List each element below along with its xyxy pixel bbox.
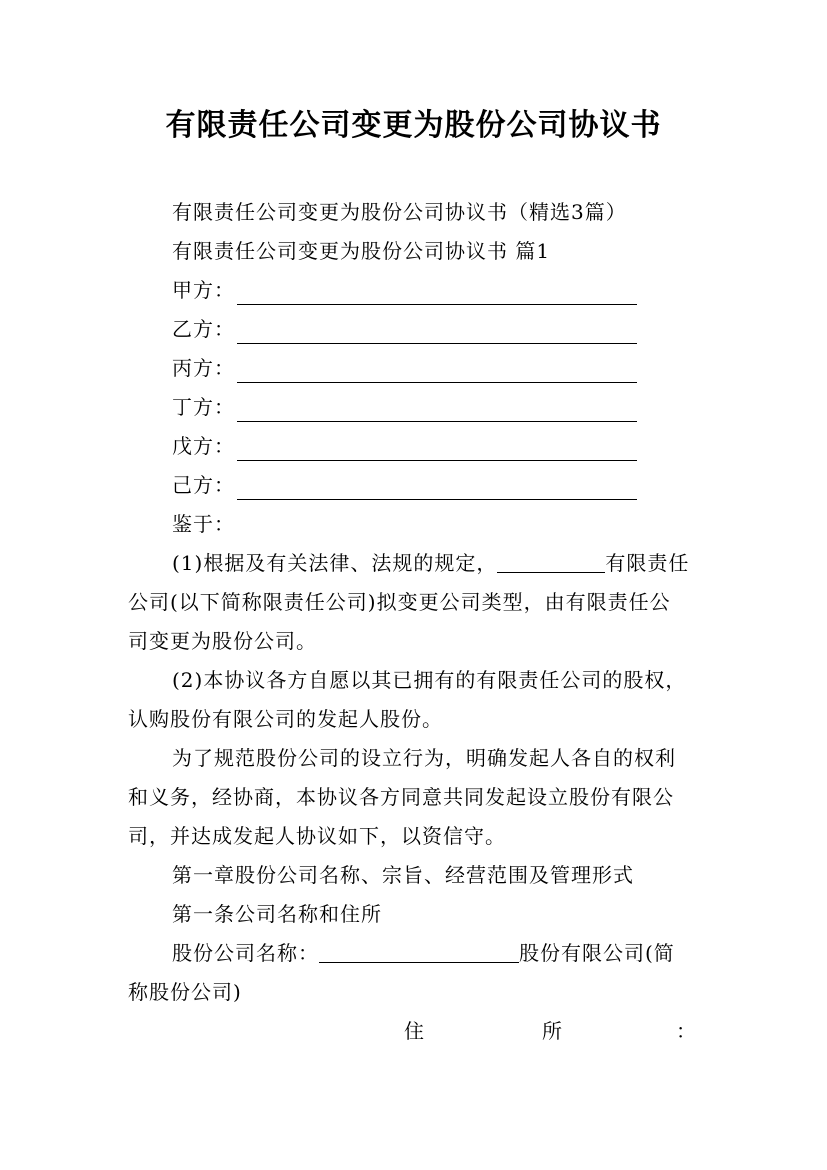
party-blank: [237, 473, 637, 500]
company-name-line-2: 称股份公司): [128, 980, 242, 1004]
chapter-1-heading: 第一章股份公司名称、宗旨、经营范围及管理形式: [172, 863, 634, 887]
paragraph-line-1: 为了规范股份公司的设立行为，明确发起人各自的权利: [172, 746, 676, 770]
party-blank: [237, 278, 637, 305]
party-row-ding: [128, 388, 704, 427]
document-title: 有限责任公司变更为股份公司协议书: [165, 108, 662, 143]
party-label: 乙方：: [172, 317, 235, 341]
clause-1-line-2: 公司(以下简称限责任公司)拟变更公司类型，由有限责任公: [128, 590, 671, 614]
party-label: 甲方：: [172, 278, 235, 302]
company-name-suffix: 股份有限公司(简: [519, 941, 675, 965]
company-blank: [497, 548, 605, 573]
company-name-blank: [319, 938, 519, 963]
clause-1-line-1: [128, 544, 704, 583]
address-char-1: 住: [404, 1019, 425, 1043]
whereas-label: 鉴于：: [172, 512, 235, 536]
paragraph-line-2: 和义务，经协商，本协议各方同意共同发起设立股份有限公: [128, 785, 674, 809]
party-blank: [237, 395, 637, 422]
party-row-jia: [128, 271, 704, 310]
clause-2-line-1: (2)本协议各方自愿以其已拥有的有限责任公司的股权，: [172, 668, 687, 692]
address-char-2: 所: [542, 1019, 563, 1043]
company-name-label: 股份公司名称：: [172, 941, 319, 965]
party-row-wu: [128, 427, 704, 466]
party-blank: [237, 317, 637, 344]
party-row-bing: [128, 349, 704, 388]
party-label: 丁方：: [172, 395, 235, 419]
article-heading: 有限责任公司变更为股份公司协议书 篇1: [172, 239, 551, 263]
article-1-heading: 第一条公司名称和住所: [172, 902, 382, 926]
address-colon: ：: [676, 1019, 697, 1043]
clause-2-line-2: 认购股份有限公司的发起人股份。: [128, 707, 443, 731]
party-blank: [237, 356, 637, 383]
party-label: 己方：: [172, 473, 235, 497]
subtitle: 有限责任公司变更为股份公司协议书（精选3篇）: [172, 200, 627, 224]
address-line: [128, 1012, 704, 1051]
party-label: 丙方：: [172, 356, 235, 380]
party-label: 戊方：: [172, 434, 235, 458]
company-name-line: [128, 934, 704, 973]
party-row-ji: [128, 466, 704, 505]
party-row-yi: [128, 310, 704, 349]
party-blank: [237, 434, 637, 461]
paragraph-line-3: 司，并达成发起人协议如下，以资信守。: [128, 824, 506, 848]
clause-1-text-b: 有限责任: [605, 551, 690, 575]
clause-1-line-3: 司变更为股份公司。: [128, 629, 317, 653]
clause-1-text-a: (1)根据及有关法律、法规的规定，: [172, 551, 498, 575]
